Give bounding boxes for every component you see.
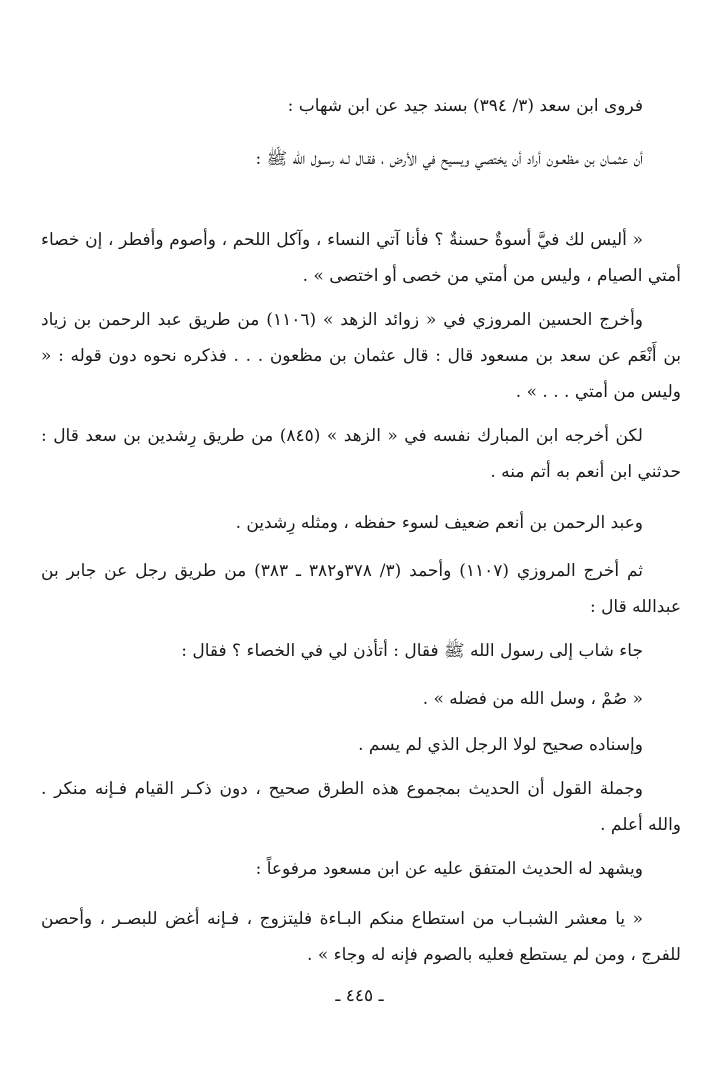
paragraph-uthman-ibn-mazun: أن عثمـان بن مظعـون أراد أن يختصي ويسيح في الأرض ، فقـال لـه رسـول الله ﷺ : (255, 149, 643, 169)
paragraph-witness-hadith: ويشهد له الحديث المتفق عليه عن ابن مسعود مرفوعاً : (255, 859, 643, 879)
paragraph-youth-marriage-hadith: « يا معشر الشبـاب من استطاع منكم البـاءة فليتزوج ، فـإنه أغض للبصـر ، وأحصن للفرج ، ومن لم يستطع فعليه بالصوم فإنه له وجاء » . (41, 909, 681, 965)
paragraph-fast-quote: « صُمْ ، وسل الله من فضله » . (422, 689, 643, 709)
page-number: ـ ٤٤٥ ـ (335, 986, 384, 1006)
paragraph-ibn-saad-narration: فروى ابن سعد (٣/ ٣٩٤) بسند جيد عن ابن شهاب : (287, 96, 643, 116)
paragraph-conclusion: وجملة القول أن الحديث بمجموع هذه الطرق صحيح ، دون ذكـر القيام فـإنه منكر . والله أعلم . (41, 779, 681, 835)
paragraph-ibn-mubarak: لكن أخرجه ابن المبارك نفسه في « الزهد » (٨٤٥) من طريق رِشدين بن سعد قال : حدثني ابن أنعم به أتم منه . (41, 426, 681, 482)
paragraph-abdurrahman-weak: وعبد الرحمن بن أنعم ضعيف لسوء حفظه ، ومثله رِشدين . (235, 513, 643, 533)
paragraph-marwazi-zawaid: وأخرج الحسين المروزي في « زوائد الزهد » (١١٠٦) من طريق عبد الرحمن بن زياد بن أَنْعَم عن سعد بن مسعود قال : قال عثمان بن مظعون . . . فذكره نحوه دون قوله : « وليس من أمتي . . . » . (41, 310, 681, 402)
paragraph-isnad-sahih: وإسناده صحيح لولا الرجل الذي لم يسم . (358, 735, 643, 755)
paragraph-marwazi-ahmad: ثم أخرج المروزي (١١٠٧) وأحمد (٣/ ٣٧٨و٣٨٢ ـ ٣٨٣) من طريق رجل عن جابر بن عبدالله قال : (41, 561, 681, 617)
paragraph-hadith-quote: « أليس لك فيَّ أسوةٌ حسنةٌ ؟ فأنا آتي النساء ، وآكل اللحم ، وأصوم وأفطر ، إن خصاء أمتي الصيام ، وليس من أمتي من خصى أو اختصى » . (41, 230, 681, 286)
paragraph-young-man-asks: جاء شاب إلى رسول الله ﷺ فقال : أتأذن لي في الخصاء ؟ فقال : (181, 641, 643, 661)
